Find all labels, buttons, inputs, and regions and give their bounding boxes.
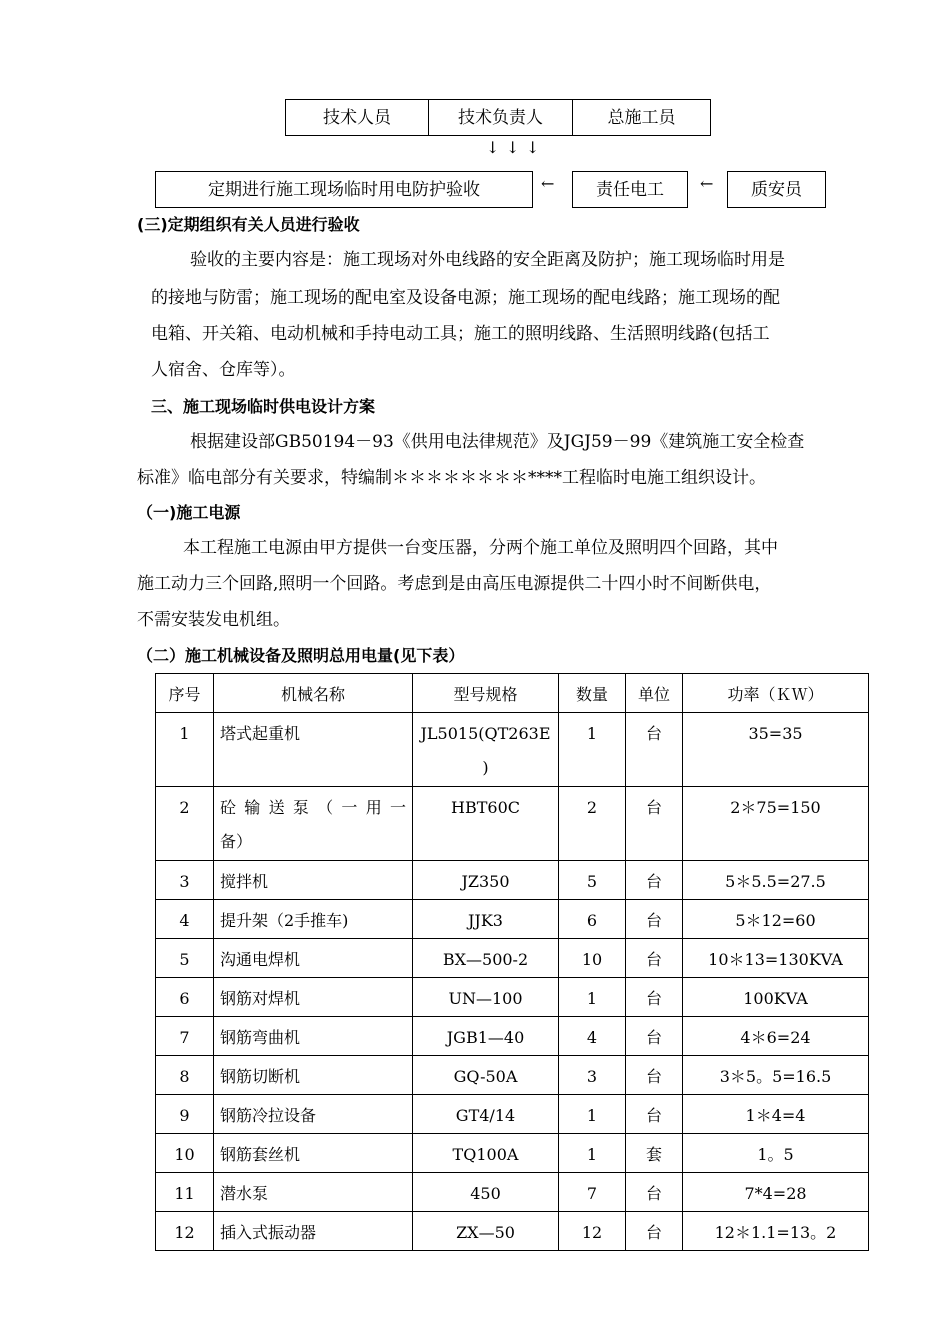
table-row [156,713,869,787]
cell-no: 3 [156,861,214,900]
column-header: 单位 [626,674,683,713]
column-header: 机械名称 [214,674,413,713]
cell-name: 钢筋套丝机 [214,1134,413,1173]
paragraph-line: 验收的主要内容是：施工现场对外电线路的安全距离及防护；施工现场临时用是 [190,250,785,270]
cell-no: 2 [156,787,214,861]
cell-model: BX—500-2 [413,939,559,978]
section-heading-equipment: （二）施工机械设备及照明总用电量(见下表） [137,646,465,665]
cell-no: 4 [156,900,214,939]
cell-unit: 台 [626,1212,683,1251]
cell-name: 钢筋切断机 [214,1056,413,1095]
cell-qty: 10 [559,939,626,978]
cell-name: 钢筋弯曲机 [214,1017,413,1056]
cell-name [214,787,413,861]
cell-model: JGB1—40 [413,1017,559,1056]
cell-name: 钢筋对焊机 [214,978,413,1017]
flow-box-electrician: 责任电工 [572,171,688,208]
cell-power: 5＊12=60 [683,900,869,939]
cell-no: 8 [156,1056,214,1095]
flow-box-tech-lead: 技术负责人 [428,99,573,136]
cell-no: 10 [156,1134,214,1173]
table-row [156,900,869,939]
cell-no: 12 [156,1212,214,1251]
paragraph-line: 的接地与防雷；施工现场的配电室及设备电源；施工现场的配电线路；施工现场的配 [151,288,780,308]
flow-box-inspection: 定期进行施工现场临时用电防护验收 [155,171,533,208]
cell-power: 4＊6=24 [683,1017,869,1056]
table-header-row [156,674,869,713]
paragraph-line: 施工动力三个回路,照明一个回路。考虑到是由高压电源提供二十四小时不间断供电， [137,574,772,594]
cell-power: 100KVA [683,978,869,1017]
left-arrow-icon: ← [700,174,714,193]
section-heading-inspection: (三)定期组织有关人员进行验收 [137,215,360,234]
flow-box-chief-engineer: 总施工员 [572,99,711,136]
cell-model-line: ) [482,758,489,777]
paragraph-line: 电箱、开关箱、电动机械和手持电动工具；施工的照明线路、生活照明线路(包括工 [151,324,770,344]
cell-unit: 台 [626,713,683,787]
paragraph-line: 本工程施工电源由甲方提供一台变压器，分两个施工单位及照明四个回路，其中 [183,538,778,558]
cell-model [413,713,559,787]
cell-no: 11 [156,1173,214,1212]
table-row [156,861,869,900]
cell-model: ZX—50 [413,1212,559,1251]
cell-model: HBT60C [413,787,559,861]
cell-power: 5＊5.5=27.5 [683,861,869,900]
cell-name-line: 砼输送泵（一用一 [220,798,406,817]
cell-power: 2＊75=150 [683,787,869,861]
cell-qty: 2 [559,787,626,861]
table-row [156,787,869,861]
table-row [156,978,869,1017]
flow-box-safety-officer: 质安员 [727,171,826,208]
down-arrow-icon: ↓ [526,138,540,157]
table-row [156,1017,869,1056]
cell-model: GT4/14 [413,1095,559,1134]
cell-unit: 台 [626,900,683,939]
flow-box-technician: 技术人员 [285,99,429,136]
cell-name: 沟通电焊机 [214,939,413,978]
cell-model: 450 [413,1173,559,1212]
cell-qty: 1 [559,978,626,1017]
cell-qty: 12 [559,1212,626,1251]
cell-no: 1 [156,713,214,787]
cell-qty: 4 [559,1017,626,1056]
paragraph-line: 标准》临电部分有关要求，特编制＊＊＊＊＊＊＊＊****工程临时电施工组织设计。 [137,468,766,488]
cell-qty: 7 [559,1173,626,1212]
cell-model: GQ-50A [413,1056,559,1095]
cell-qty: 1 [559,1134,626,1173]
cell-qty: 1 [559,1095,626,1134]
cell-power: 7*4=28 [683,1173,869,1212]
down-arrow-icon: ↓ [486,138,500,157]
cell-name: 潜水泵 [214,1173,413,1212]
cell-unit: 台 [626,1017,683,1056]
table-row [156,939,869,978]
cell-no: 6 [156,978,214,1017]
table-row [156,1173,869,1212]
cell-name-line: 备） [220,832,253,851]
cell-power: 1＊4=4 [683,1095,869,1134]
table-row [156,1056,869,1095]
cell-no: 5 [156,939,214,978]
cell-no: 9 [156,1095,214,1134]
cell-unit: 台 [626,1056,683,1095]
cell-no: 7 [156,1017,214,1056]
cell-name: 钢筋冷拉设备 [214,1095,413,1134]
cell-unit: 台 [626,787,683,861]
cell-model-line: JL5015(QT263E [420,724,551,743]
column-header: 型号规格 [413,674,559,713]
equipment-table [155,673,869,1251]
cell-name: 插入式振动器 [214,1212,413,1251]
paragraph-line: 根据建设部GB50194－93《供用电法律规范》及JGJ59－99《建筑施工安全检查 [190,432,805,452]
cell-unit: 台 [626,939,683,978]
column-header: 数量 [559,674,626,713]
cell-qty: 1 [559,713,626,787]
cell-power: 10＊13=130KVA [683,939,869,978]
cell-model: TQ100A [413,1134,559,1173]
cell-model: UN—100 [413,978,559,1017]
cell-unit: 台 [626,1173,683,1212]
cell-name: 搅拌机 [214,861,413,900]
cell-power: 35=35 [683,713,869,787]
cell-power: 1。5 [683,1134,869,1173]
cell-model: JZ350 [413,861,559,900]
cell-qty: 6 [559,900,626,939]
down-arrow-icon: ↓ [506,138,520,157]
column-header: 功率（ＫＷ） [683,674,869,713]
cell-unit: 台 [626,861,683,900]
cell-power: 12＊1.1=13。2 [683,1212,869,1251]
paragraph-line: 人宿舍、仓库等）。 [151,360,296,380]
cell-qty: 5 [559,861,626,900]
cell-qty: 3 [559,1056,626,1095]
cell-unit: 套 [626,1134,683,1173]
cell-model: JJK3 [413,900,559,939]
column-header: 序号 [156,674,214,713]
cell-name: 提升架（2手推车) [214,900,413,939]
cell-unit: 台 [626,978,683,1017]
cell-power: 3＊5。5=16.5 [683,1056,869,1095]
table-row [156,1134,869,1173]
cell-name: 塔式起重机 [214,713,413,787]
left-arrow-icon: ← [541,174,555,193]
cell-unit: 台 [626,1095,683,1134]
section-heading-power-source: （一)施工电源 [137,503,241,522]
table-row [156,1095,869,1134]
paragraph-line: 不需安装发电机组。 [137,610,290,630]
table-row [156,1212,869,1251]
section-heading-supply-design: 三、施工现场临时供电设计方案 [151,397,376,416]
